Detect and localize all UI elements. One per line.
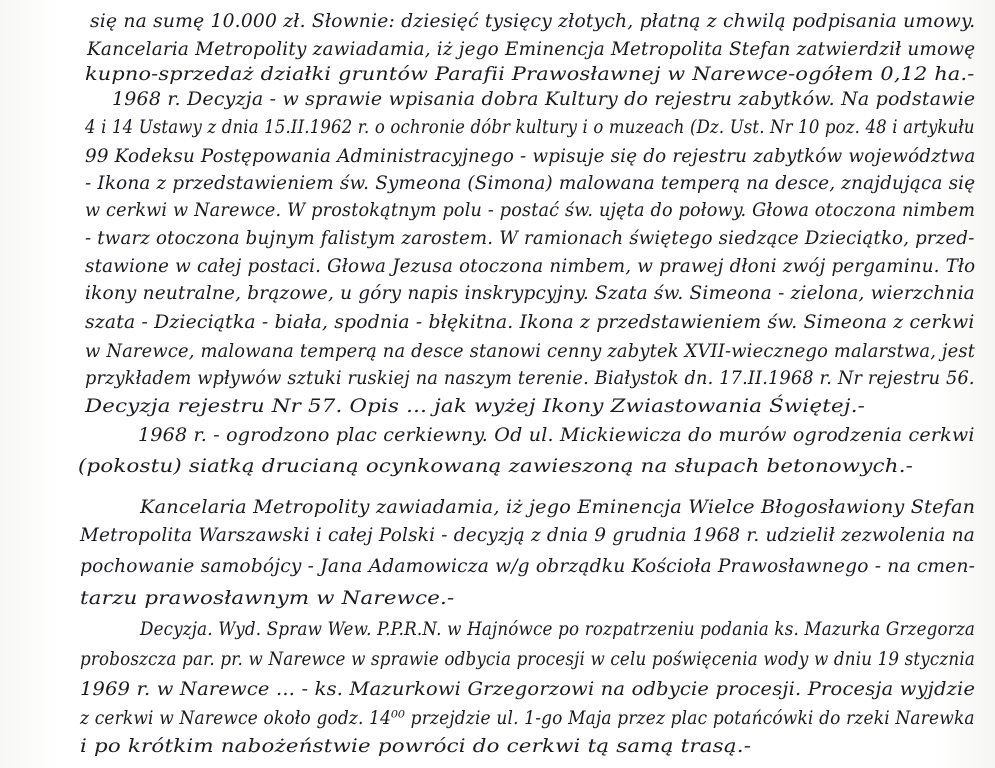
text-line: z cerkwi w Narewce około godz. 14⁰⁰ przejdzie ul. 1-go Maja przez plac potańcówki do rzeki Narewka <box>80 707 975 729</box>
text-line: - Ikona z przedstawieniem św. Symeona (Simona) malowana temperą na desce, znajdująca się <box>85 172 976 194</box>
text-line: się na sumę 10.000 zł. Słownie: dziesięć tysięcy złotych, płatną z chwilą podpisania umowy. <box>90 10 976 32</box>
text-line: kupno-sprzedaż działki gruntów Parafii Prawosławnej w Narewce-ogółem 0,12 ha.- <box>85 63 975 85</box>
text-line: Kancelaria Metropolity zawiadamia, iż jego Eminencja Wielce Błogosławiony Stefan <box>140 496 976 518</box>
text-line: przykładem wpływów sztuki ruskiej na naszym terenie. Białystok dn. 17.II.1968 r. Nr rejestru 56. <box>85 367 975 389</box>
text-line: Kancelaria Metropolity zawiadamia, iż jego Eminencja Metropolita Stefan zatwierdził umowę <box>87 38 976 60</box>
text-line: i po krótkim nabożeństwie powróci do cerkwi tą samą trasą.- <box>80 735 752 757</box>
text-line: szata - Dzieciątka - biała, spodnia - błękitna. Ikona z przedstawieniem św. Simeona z cerkwi <box>85 311 975 333</box>
text-line: (pokostu) siatką drucianą ocynkowaną zawieszoną na słupach betonowych.- <box>78 455 914 477</box>
text-line: pochowanie samobójcy - Jana Adamowicza w/g obrządku Kościoła Prawosławnego - na cmen- <box>80 555 976 577</box>
text-line: 4 i 14 Ustawy z dnia 15.II.1962 r. o ochronie dóbr kultury i o muzeach (Dz. Ust. Nr 10 poz. 48 i artykułu <box>85 116 975 138</box>
text-line: Decyzja. Wyd. Spraw Wew. P.P.R.N. w Hajnówce po rozpatrzeniu podania ks. Mazurka Grzegorza <box>140 618 976 640</box>
text-line: tarzu prawosławnym w Narewce.- <box>80 587 455 609</box>
text-line: proboszcza par. pr. w Narewce w sprawie odbycia procesji w celu poświęcenia wody w dniu 19 stycznia <box>80 648 975 670</box>
text-line: 1969 r. w Narewce ... - ks. Mazurkowi Grzegorzowi na odbycie procesji. Procesja wyjdzie <box>80 678 976 700</box>
text-line: Decyzja rejestru Nr 57. Opis ... jak wyżej Ikony Zwiastowania Świętej.- <box>85 395 866 417</box>
text-line: 1968 r. Decyzja - w sprawie wpisania dobra Kultury do rejestru zabytków. Na podstawie <box>112 88 976 110</box>
text-line: w cerkwi w Narewce. W prostokątnym polu - postać św. ujęta do połowy. Głowa otoczona nimbem <box>85 199 976 221</box>
text-line: ikony neutralne, brązowe, u góry napis inskrypcyjny. Szata św. Simeona - zielona, wierzchnia <box>85 282 975 304</box>
text-line: stawione w całej postaci. Głowa Jezusa otoczona nimbem, w prawej dłoni zwój pergaminu. Tło <box>85 255 976 277</box>
text-line: Metropolita Warszawski i całej Polski - decyzją z dnia 9 grudnia 1968 r. udzielił zezwolenia na <box>80 524 975 546</box>
text-line: w Narewce, malowana temperą na desce stanowi cenny zabytek XVII-wiecznego malarstwa, jest <box>85 340 976 362</box>
text-line: 1968 r. - ogrodzono plac cerkiewny. Od ul. Mickiewicza do murów ogrodzenia cerkwi <box>138 424 975 446</box>
text-line: - twarz otoczona bujnym falistym zarostem. W ramionach świętego siedzące Dzieciątko, przed- <box>85 227 975 249</box>
text-line: 99 Kodeksu Postępowania Administracyjnego - wpisuje się do rejestru zabytków województwa <box>85 145 976 167</box>
